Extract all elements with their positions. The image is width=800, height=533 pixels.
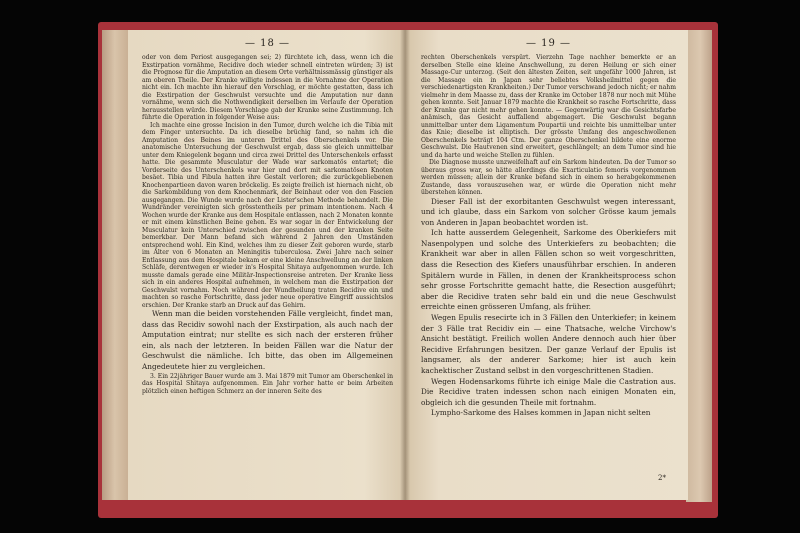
paragraph: Ich machte eine grosse Incision in den Tumor, durch welche ich die Tibia mit dem Finger untersuchte. Da ich dieselbe brüchig fand, so nahm ich die Amputation des Beines im unteren Drittel des Oberschenkels vor. Die anatomische Untersuchung der Geschwulst ergab, dass sie gleich unmittelbar unter dem Kniegelenk begann und circa zwei Drittel des Unterschenkels erfasst hatte. Die gesammte Musculatur der Wade war sarkomatös entartet; die Vorderseite des Unterschenkels war hier und dort mit sarkomatösen Knoten besäet. Tibia und Fibula hatten ihre Gestalt verloren; die zurückgebliebenen Knochenpartieen davon waren bröckelig. Es zeigte freilich ist hiernach nicht, ob die Sarkombildung von dem Knochenmark, der Beinhaut oder von den Fascien ausgegangen. Die Wunde wurde nach der Lister'schen Methode behandelt. Die Wundränder vereinigten sich grösstentheils per primam intentionem. Nach 4 Wochen wurde der Kranke aus dem Hospitale entlassen, nach 2 Monaten konnte er mit einem künstlichen Beine gehen. Es war sogar in der Entwickelung der Musculatur kein Unterschied zwischen der gesunden und der kranken Seite bemerkbar. Der Mann befand sich während 2 Jahren den Umständen entsprechend wohl. Ein Kind, welches ihm zu dieser Zeit geboren wurde, starb im Alter von 6 Monaten an Meningitis tuberculosa. Zwei Jahre nach seiner Entlassung aus dem Hospitale bekam er eine kleine Anschwellung an der linken Schläfe, derentwegen er wieder in's Hospital Shitaya aufgenommen wurde. Ich musste damals gerade eine Militär-Inspectionsreise antreten. Der Kranke liess sich in ein anderes Hospital aufnehmen, in welchem man die Exstirpation der Geschwulst vornahm. Noch während der Wundheilung traten Recidive ein und machten so rasche Fortschritte, dass jeder neue operative Eingriff aussichtslos erschien. Der Kranke starb an Druck auf das Gehirn. xyxy=(142,121,393,309)
case-paragraph: 3. Ein 22jähriger Bauer wurde am 3. Mai 1879 mit Tumor am Oberschenkel in das Hospital Shitaya aufgenommen. Ein Jahr vorher hatte er beim Arbeiten plötzlich einen heftigen Schmerz an der inneren Seite des xyxy=(142,372,393,395)
page-number: — 19 — xyxy=(525,38,572,49)
paragraph: Dieser Fall ist der exorbitanten Geschwulst wegen interessant, und ich glaube, dass ein Sarkom von solcher Grösse kaum jemals von Anderen in Japan beobachtet worden ist. xyxy=(421,196,676,227)
paragraph: Wegen Epulis resecirte ich in 3 Fällen den Unterkiefer; in keinem der 3 Fälle trat Recidiv ein — eine Thatsache, welche Virchow's Ansicht bestätigt. Freilich wollen Andere dennoch auch hier über Recidive Erfahrungen besitzen. Der ganze Verlauf der Epulis ist langsamer, als der anderer Sarkome; hier ist auch kein kachektischer Zustand selbst in den vorgeschrittenen Stadien. xyxy=(421,313,676,375)
signature-mark: 2* xyxy=(658,474,666,482)
paragraph: oder von dem Periost ausgegangen sei; 2) fürchtete ich, dass, wenn ich die Exstirpation vornähme, Recidive doch wieder schnell eintreten würden; 3) ist die Prognose für die Amputation an diesem Orte verhältnissmässig günstiger als am oberen Theile. Der Kranke willigte indessen in die Vornahme der Operation nicht ein. Ich machte ihn hierauf den Vorschlag, er möchte gestatten, dass ich die Exstirpation der Geschwulst versuchte und die Amputation nur dann vornähme, wenn sich die Nothwendigkeit derselben im Verlaufe der Operation herausstellen würde. Diesem Vorschlage gab der Kranke seine Zustimmung. Ich führte die Operation in folgender Weise aus: xyxy=(142,54,393,121)
book-gutter xyxy=(400,30,410,500)
page-number: — 18 — xyxy=(244,38,291,49)
page-block-left xyxy=(102,30,130,500)
paragraph: Wenn man die beiden vorstehenden Fälle vergleicht, findet man, dass das Recidiv sowohl nach der Exstirpation, als auch nach der Amputation eintrat; nur stellte es sich nach der ersteren früher ein, als nach der letzteren. In beiden Fällen war die Natur der Geschwulst die nämliche. Ich bitte, das oben im Allgemeinen Angedeutete hier zu vergleichen. xyxy=(142,309,393,371)
paragraph: Ich hatte ausserdem Gelegenheit, Sarkome des Oberkiefers mit Nasenpolypen und solche des Unterkiefers zu beobachten; die Krankheit war aber in allen Fällen schon so weit vorgeschritten, dass die Resection des Kiefers unausführbar erschien. In anderen Spitälern wurde in Fällen, in denen der Krankheitsprocess schon sehr grosse Fortschritte gemacht hatte, die Resection ausgeführt; aber die Recidive traten sehr bald ein und die neue Geschwulst erreichte einen grösseren Umfang, als früher. xyxy=(421,228,676,312)
paragraph: Lympho-Sarkome des Halses kommen in Japan nicht selten xyxy=(431,408,651,418)
paragraph: Wegen Hodensarkoms führte ich einige Male die Castration aus. Die Recidive traten indessen schon nach einigen Monaten ein, obgleich ich die gesunden Theile mit fortnahm. xyxy=(421,376,676,407)
paragraph: rechten Oberschenkels verspürt. Vierzehn Tage nachher bemerkte er an derselben Stelle eine kleine Anschwellung, zu deren Heilung er sich einer Massage-Cur unterzog. (Seit den ältesten Zeiten, seit ungefähr 1000 Jahren, ist die Massage ein in Japan sehr beliebtes Volksheilmittel gegen die verschiedenartigsten Krankheiten.) Der Tumor verschwand jedoch nicht; er nahm vielmehr in dem Maasse zu, dass der Kranke im October 1878 nur noch mit Mühe gehen konnte. Seit Januar 1879 machte die Krankheit so rasche Fortschritte, dass der Kranke gar nicht mehr gehen konnte. — Gegenwärtig war die Gesichtsfarbe anämisch, das Gesicht auffallend abgemagert. Die Geschwulst begann unmittelbar unter dem Ligamentum Poupartii und reichte bis unmittelbar unter das Knie; dieselbe ist elliptisch. Der grösste Umfang des angeschwollenen Oberschenkels beträgt 104 Ctm. Der ganze Oberschenkel bildete eine enorme Geschwulst. Die Hautvenen sind erweitert, geschlängelt; an dem Tumor sind hie und da harte und weiche Stellen zu fühlen. xyxy=(421,54,676,159)
left-page xyxy=(128,30,406,500)
page-block-right xyxy=(686,30,712,502)
right-page xyxy=(405,30,688,500)
paragraph: Die Diagnose musste unzweifelhaft auf ein Sarkom hindeuten. Da der Tumor so überaus gross war, so hätte allerdings die Exarticulatio femoris vorgenommen werden müssen; allein der Kranke befand sich in einem so herabgekommenen Zustande, dass vorauszusehen war, er würde die Operation nicht mehr überstehen können. xyxy=(421,159,676,196)
